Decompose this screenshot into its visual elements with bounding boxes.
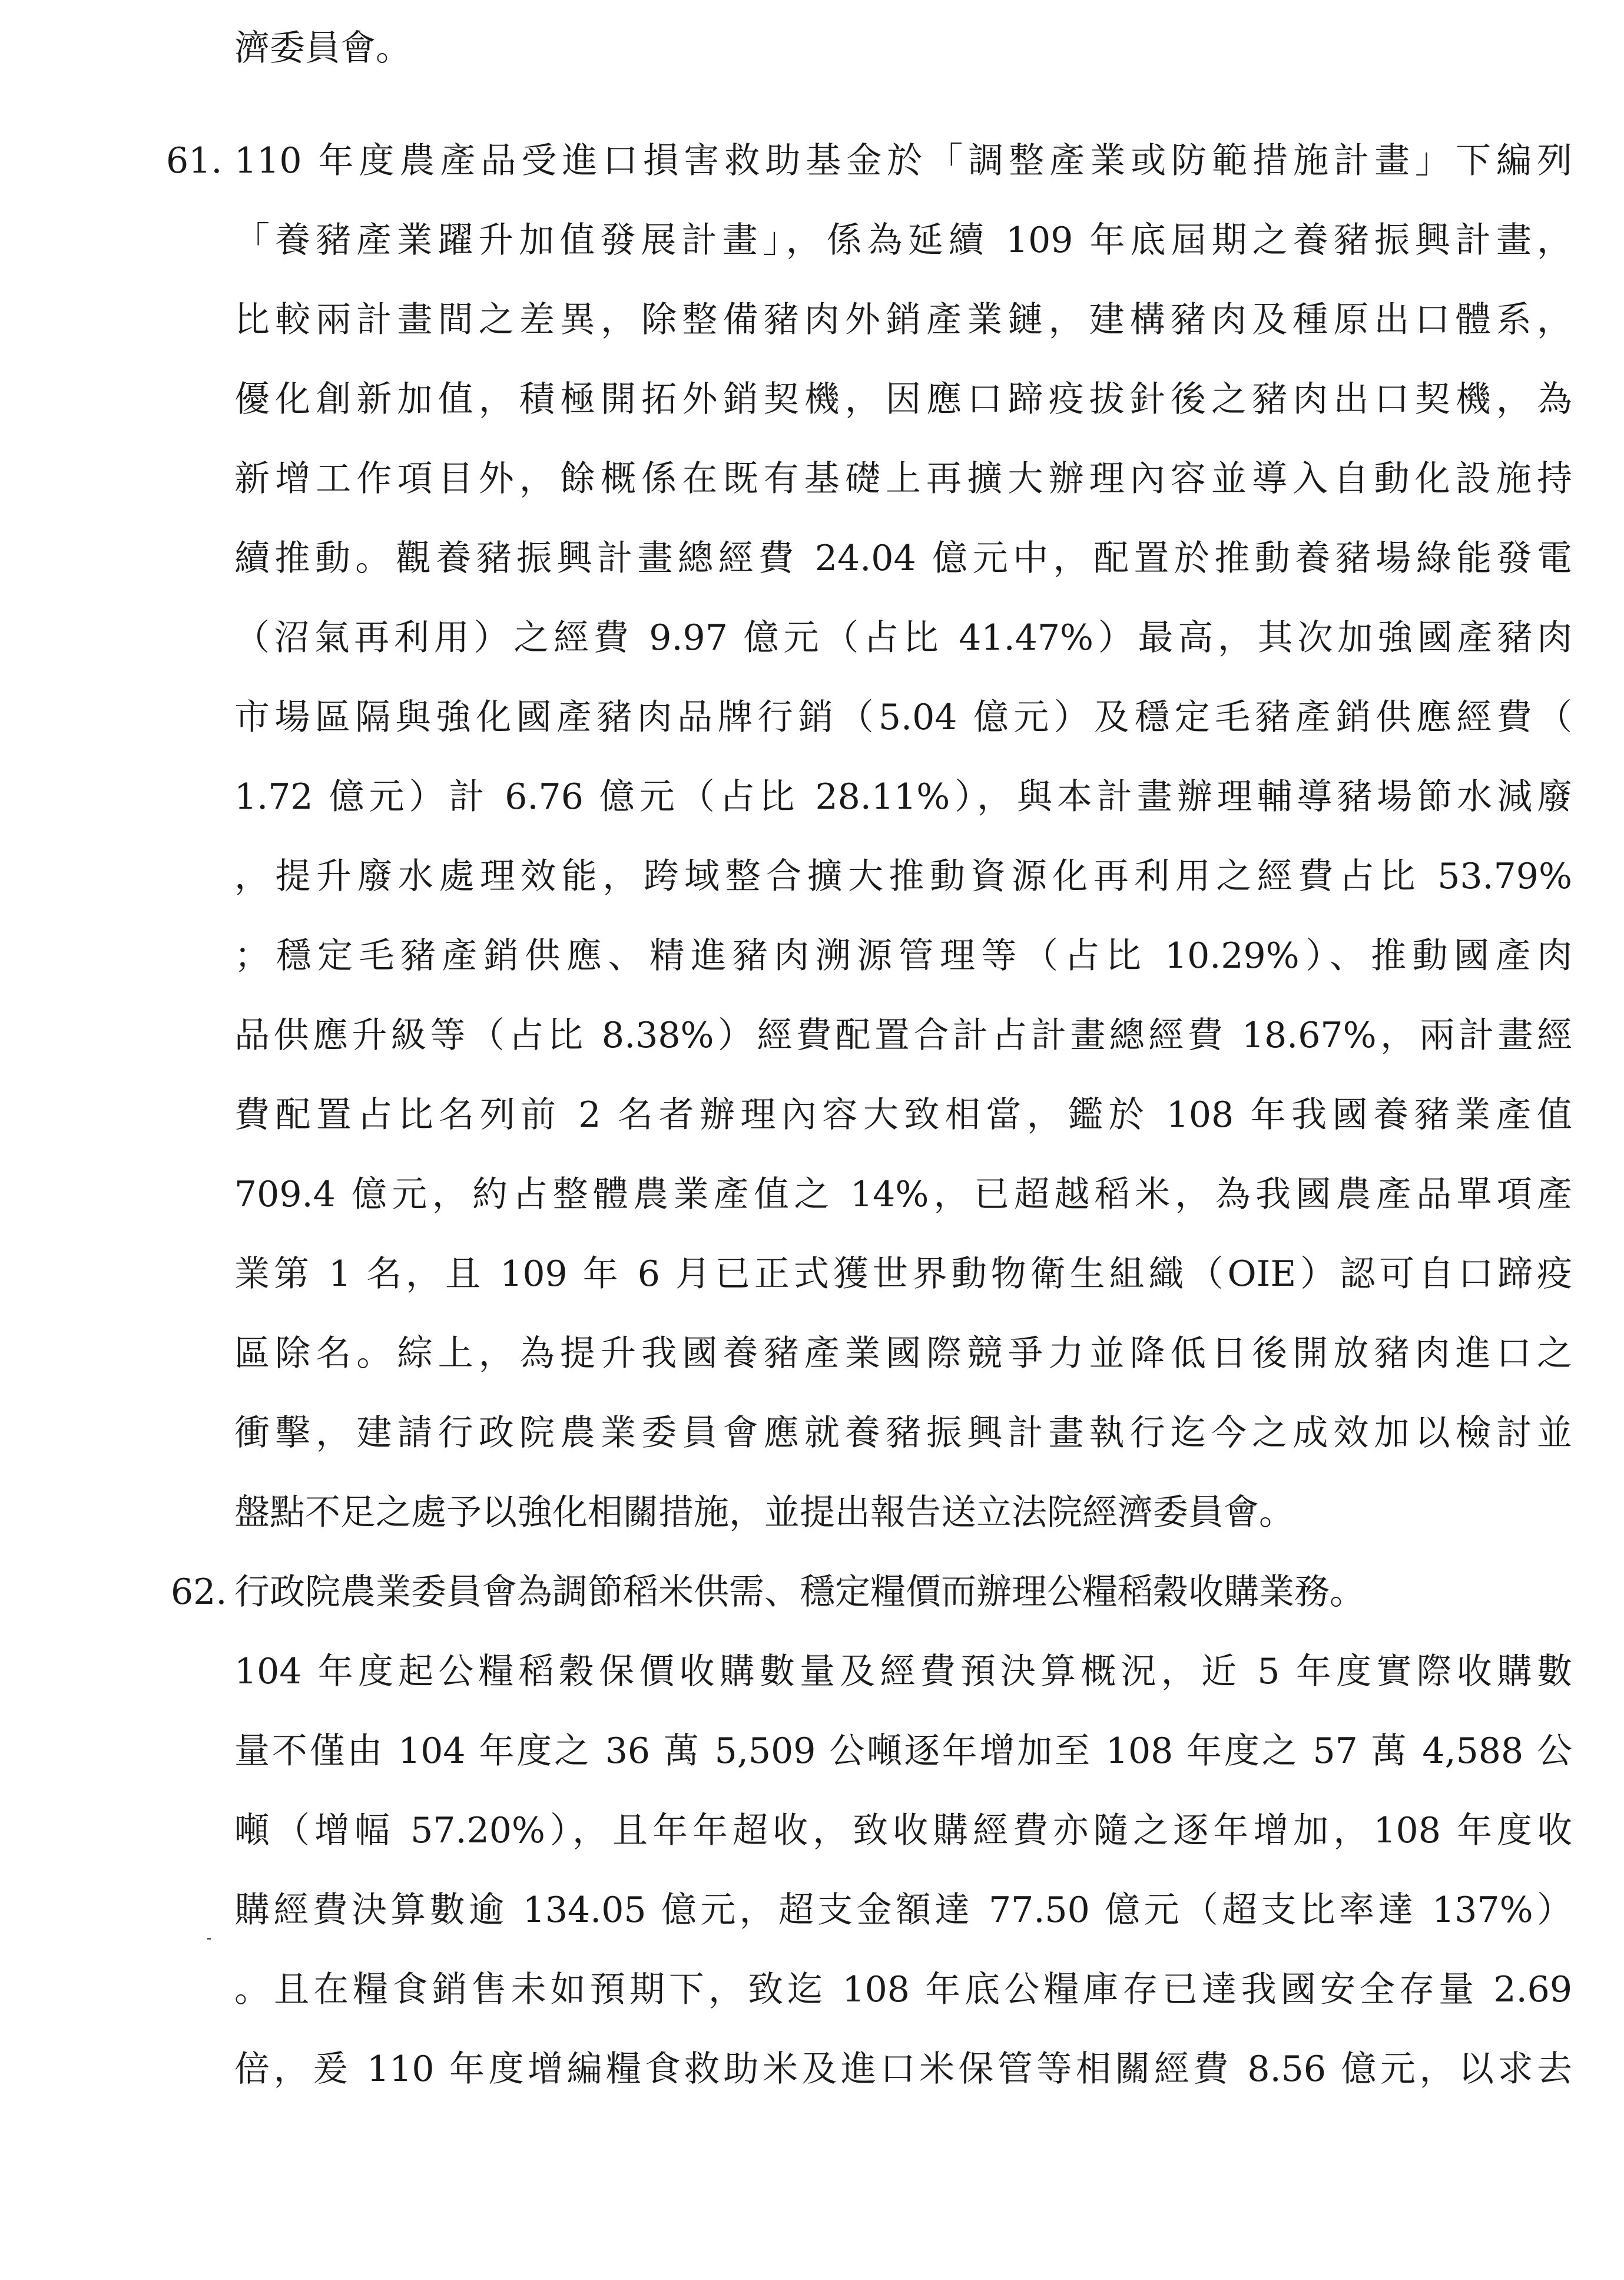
item-61-line-17: 衝擊，建請行政院農業委員會應就養豬振興計畫執行迄今之成效加以檢討並: [234, 1412, 1572, 1454]
item-61-line-6: 續推動。觀養豬振興計畫總經費 24.04 億元中，配置於推動養豬場綠能發電: [234, 538, 1572, 579]
item-61-line-12: 品供應升級等（占比 8.38%）經費配置合計占計畫總經費 18.67%，兩計畫經: [234, 1015, 1572, 1056]
item-61-line-7: （沼氣再利用）之經費 9.97 億元（占比 41.47%）最高，其次加強國產豬肉: [234, 617, 1572, 658]
item-61-line-1: 110 年度農產品受進口損害救助基金於「調整產業或防範措施計畫」下編列: [234, 140, 1572, 181]
item-61-line-8: 市場區隔與強化國產豬肉品牌行銷（5.04 億元）及穩定毛豬產銷供應經費（: [234, 697, 1572, 738]
item-61-line-3: 比較兩計畫間之差異，除整備豬肉外銷產業鏈，建構豬肉及種原出口體系，: [234, 299, 1572, 340]
scan-margin-mark: [207, 1938, 211, 1940]
item-61-line-9: 1.72 億元）計 6.76 億元（占比 28.11%），與本計畫辦理輔導豬場節水減廢: [234, 776, 1572, 818]
item-61-line-10: ，提升廢水處理效能，跨域整合擴大推動資源化再利用之經費占比 53.79%: [234, 856, 1572, 897]
item-62-line-1: 行政院農業委員會為調節稻米供需、穩定糧價而辦理公糧稻穀收購業務。: [234, 1571, 1365, 1613]
item-61-line-11: ；穩定毛豬產銷供應、精進豬肉溯源管理等（占比 10.29%）、推動國產肉: [234, 935, 1572, 977]
item-62-line-5: 購經費決算數逾 134.05 億元，超支金額達 77.50 億元（超支比率達 137%）: [234, 1889, 1572, 1931]
item-number-61: 61.: [166, 140, 223, 181]
item-61-line-18: 盤點不足之處予以強化相關措施，並提出報告送立法院經濟委員會。: [234, 1492, 1294, 1533]
item-61-line-14: 709.4 億元，約占整體農業產值之 14%，已超越稻米，為我國農產品單項產: [234, 1174, 1572, 1215]
item-61-line-15: 業第 1 名，且 109 年 6 月已正式獲世界動物衛生組織（OIE）認可自口蹄疫: [234, 1253, 1572, 1295]
item-61-line-16: 區除名。綜上，為提升我國養豬產業國際競爭力並降低日後開放豬肉進口之: [234, 1333, 1572, 1374]
item-61-line-4: 優化創新加值，積極開拓外銷契機，因應口蹄疫拔針後之豬肉出口契機，為: [234, 379, 1572, 420]
item-61-line-13: 費配置占比名列前 2 名者辦理內容大致相當，鑑於 108 年我國養豬業產值: [234, 1094, 1572, 1136]
item-62-line-6: 。且在糧食銷售未如預期下，致迄 108 年底公糧庫存已達我國安全存量 2.69: [234, 1969, 1572, 2010]
continuation-line: 濟委員會。: [234, 28, 411, 69]
item-61-line-2: 「養豬產業躍升加值發展計畫」，係為延續 109 年底屆期之養豬振興計畫，: [234, 220, 1572, 261]
item-62-line-7: 倍，爰 110 年度增編糧食救助米及進口米保管等相關經費 8.56 億元，以求去: [234, 2049, 1572, 2090]
item-61-line-5: 新增工作項目外，餘概係在既有基礎上再擴大辦理內容並導入自動化設施持: [234, 458, 1572, 499]
item-62-line-3: 量不僅由 104 年度之 36 萬 5,509 公噸逐年增加至 108 年度之 57 萬 4,588 公: [234, 1730, 1572, 1772]
item-62-line-4: 噸（增幅 57.20%），且年年超收，致收購經費亦隨之逐年增加，108 年度收: [234, 1810, 1572, 1851]
item-number-62: 62.: [171, 1571, 227, 1613]
item-62-line-2: 104 年度起公糧稻穀保價收購數量及經費預決算概況，近 5 年度實際收購數: [234, 1651, 1572, 1692]
